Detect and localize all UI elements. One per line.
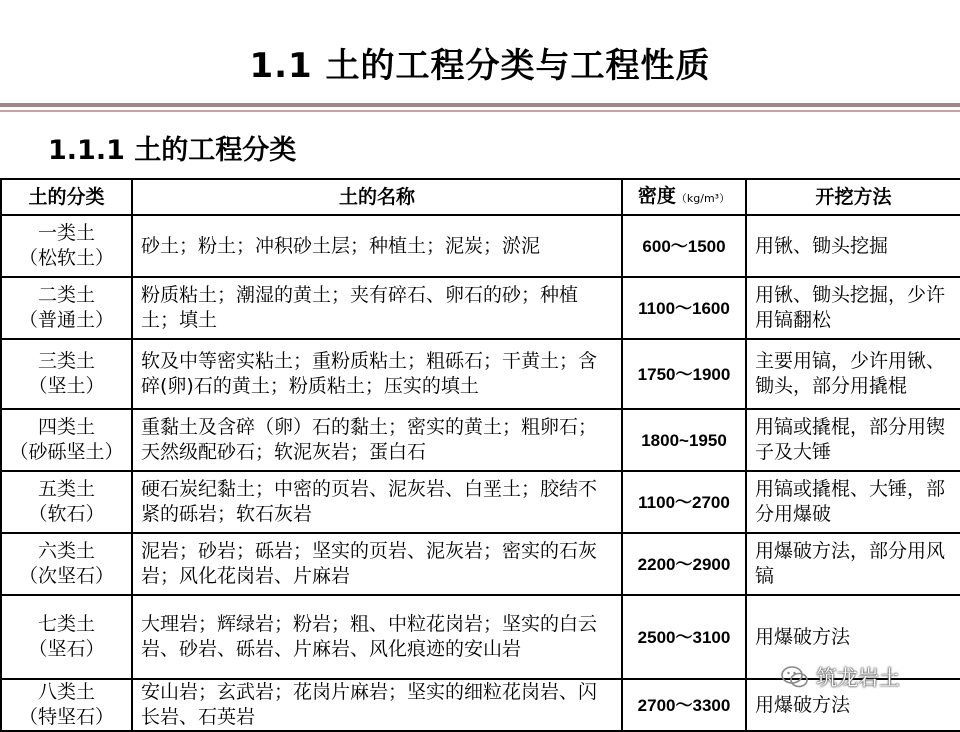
category-sublabel: （次坚石） <box>18 565 114 587</box>
cell-method: 用镐或撬棍、大锤，部分用爆破 <box>746 471 960 533</box>
cell-category <box>1 679 132 731</box>
header-name: 土的名称 <box>132 179 622 215</box>
category-label: 一类土 <box>37 222 95 244</box>
cell-category <box>1 277 132 339</box>
category-label: 四类土 <box>37 416 95 438</box>
watermark <box>780 660 900 694</box>
cell-category <box>1 533 132 595</box>
cell-density: 2500～3100 <box>622 595 746 679</box>
title-divider <box>0 103 960 107</box>
cell-density: 2700～3300 <box>622 679 746 731</box>
cell-soil-names: 重黏土及含碎（卵）石的黏土；密实的黄土；粗卵石；天然级配砂石；软泥灰岩；蛋白石 <box>132 409 622 471</box>
category-sublabel: （坚石） <box>28 638 105 660</box>
cell-density: 1100～1600 <box>622 277 746 339</box>
category-sublabel: （普通土） <box>18 309 114 331</box>
cell-soil-names: 砂土；粉土；冲积砂土层；种植土；泥炭；淤泥 <box>132 215 622 277</box>
table-row <box>1 533 960 595</box>
wechat-icon <box>780 664 810 690</box>
cell-method: 用爆破方法 <box>746 679 960 731</box>
cell-density: 600～1500 <box>622 215 746 277</box>
cell-density: 2200～2900 <box>622 533 746 595</box>
cell-category <box>1 339 132 409</box>
header-density-unit: （kg/m³） <box>675 191 731 205</box>
table-header-row <box>1 179 960 215</box>
cell-soil-names: 安山岩；玄武岩；花岗片麻岩；坚实的细粒花岗岩、闪长岩、石英岩 <box>132 679 622 731</box>
cell-category <box>1 409 132 471</box>
header-density <box>622 179 746 215</box>
table-row <box>1 471 960 533</box>
category-sublabel: （特坚石） <box>18 706 114 728</box>
table-row <box>1 409 960 471</box>
title-divider-thin <box>0 110 960 112</box>
table-row <box>1 277 960 339</box>
watermark-text: 筑龙岩土 <box>816 666 900 690</box>
category-label: 五类土 <box>37 478 95 500</box>
cell-density: 1100～2700 <box>622 471 746 533</box>
category-sublabel: （坚土） <box>28 375 105 397</box>
category-label: 七类土 <box>37 613 95 635</box>
category-sublabel: （砂砾坚土） <box>9 441 124 463</box>
cell-soil-names: 大理岩；辉绿岩；粉岩；粗、中粒花岗岩；坚实的白云岩、砂岩、砾岩、片麻岩、风化痕迹的安山岩 <box>132 595 622 679</box>
cell-density: 1800~1950 <box>622 409 746 471</box>
cell-soil-names: 泥岩；砂岩；砾岩；坚实的页岩、泥灰岩；密实的石灰岩；风化花岗岩、片麻岩 <box>132 533 622 595</box>
cell-category <box>1 215 132 277</box>
cell-density: 1750～1900 <box>622 339 746 409</box>
category-label: 六类土 <box>37 540 95 562</box>
cell-soil-names: 硬石炭纪黏土；中密的页岩、泥灰岩、白垩土；胶结不紧的砾岩；软石灰岩 <box>132 471 622 533</box>
header-category: 土的分类 <box>1 179 132 215</box>
header-density-label: 密度 <box>637 184 676 207</box>
category-label: 八类土 <box>37 681 95 703</box>
header-method: 开挖方法 <box>746 179 960 215</box>
cell-method: 用锹、锄头挖掘，少许用镐翻松 <box>746 277 960 339</box>
category-label: 三类土 <box>37 350 95 372</box>
category-label: 二类土 <box>37 284 95 306</box>
page-title: 1.1 土的工程分类与工程性质 <box>249 46 711 86</box>
cell-soil-names: 软及中等密实粘土；重粉质粘土；粗砾石；干黄土；含碎(卵)石的黄土；粉质粘土；压实的填土 <box>132 339 622 409</box>
cell-soil-names: 粉质粘土；潮湿的黄土；夹有碎石、卵石的砂；种植土；填土 <box>132 277 622 339</box>
section-subtitle: 1.1.1 土的工程分类 <box>48 135 297 166</box>
cell-method: 用镐或撬棍，部分用锲子及大锤 <box>746 409 960 471</box>
soil-classification-table <box>0 178 960 732</box>
cell-category <box>1 595 132 679</box>
category-sublabel: （松软土） <box>18 247 114 269</box>
category-sublabel: （软石） <box>28 503 105 525</box>
cell-method: 主要用镐，少许用锹、锄头，部分用撬棍 <box>746 339 960 409</box>
table-row <box>1 339 960 409</box>
cell-method: 用爆破方法 <box>746 595 960 679</box>
cell-method: 用爆破方法，部分用风镐 <box>746 533 960 595</box>
cell-category <box>1 471 132 533</box>
table-row <box>1 215 960 277</box>
cell-method: 用锹、锄头挖掘 <box>746 215 960 277</box>
